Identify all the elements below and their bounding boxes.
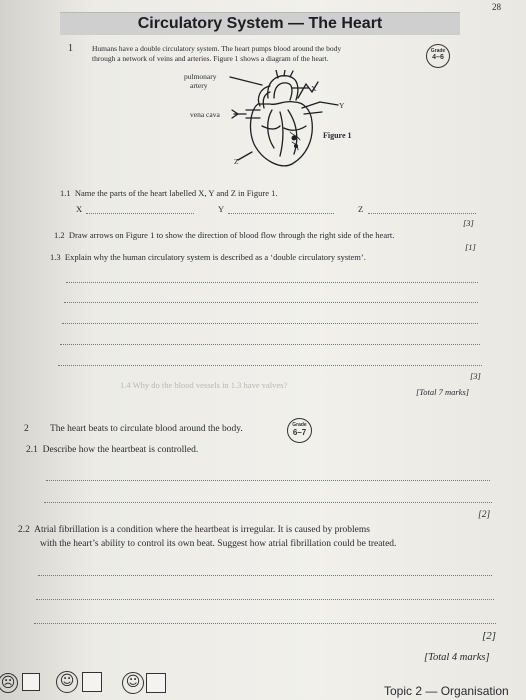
- figure-label-vena-cava: vena cava: [190, 110, 220, 119]
- grade-badge-q1: [426, 44, 450, 68]
- q2-total-marks: [Total 4 marks]: [424, 652, 490, 663]
- q1-1-label-y: Y: [218, 204, 225, 214]
- q1-1-text: [60, 188, 277, 198]
- question-2-intro: The heart beats to circulate blood around the body.: [50, 424, 243, 434]
- grade-badge-value: 6–7: [292, 428, 307, 437]
- figure-label-x: X: [311, 84, 317, 93]
- self-assess-checkbox-1[interactable]: [22, 673, 40, 691]
- question-1-intro-line-2: through a network of veins and arteries. Figure 1 shows a diagram of the heart.: [92, 54, 329, 63]
- question-1-number: 1: [68, 43, 73, 54]
- grade-badge-word: Grade: [292, 422, 307, 428]
- q1-1-label-z: Z: [358, 204, 364, 214]
- q1-2-marks: [1]: [465, 242, 476, 252]
- neutral-face-icon: ☺: [56, 671, 78, 693]
- grade-badge-q2: [287, 418, 312, 443]
- figure-label-z: Z: [234, 157, 239, 166]
- sad-face-icon: ☹: [0, 673, 18, 693]
- q1-1-label-x: X: [76, 204, 83, 214]
- answer-line-y[interactable]: [228, 213, 334, 214]
- question-1-intro-line-1: Humans have a double circulatory system. The heart pumps blood around the body: [92, 44, 342, 53]
- q2-1-marks: [2]: [478, 510, 491, 520]
- self-assess-checkbox-2[interactable]: [82, 672, 102, 692]
- q1-total-marks: [Total 7 marks]: [416, 387, 470, 397]
- grade-badge-value: 4–6: [432, 54, 444, 61]
- answer-line-x[interactable]: [86, 213, 194, 214]
- answer-line-z[interactable]: [368, 213, 476, 214]
- q1-1-number: 1.1: [60, 188, 71, 198]
- grade-badge-word: Grade: [430, 48, 446, 54]
- answer-line-1-3-c[interactable]: [62, 323, 478, 324]
- answer-line-1-3-e[interactable]: [58, 365, 482, 366]
- q1-2-number: 1.2: [54, 230, 65, 240]
- q2-1-number: 2.1: [26, 445, 38, 455]
- q2-2-line-1: [18, 525, 370, 535]
- q1-2-prompt: Draw arrows on Figure 1 to show the direction of blood flow through the right side of the heart.: [68, 230, 395, 240]
- self-assess-checkbox-3[interactable]: [146, 673, 166, 693]
- answer-line-2-2-c[interactable]: [34, 623, 496, 624]
- page-title: Circulatory System — The Heart: [60, 12, 460, 35]
- answer-line-2-2-b[interactable]: [36, 599, 494, 600]
- q2-1-text: [26, 445, 198, 455]
- figure-caption: Figure 1: [323, 131, 352, 140]
- q2-2-line-2: with the heart’s ability to control its own beat. Suggest how atrial fibrillation could be treated.: [40, 539, 397, 549]
- figure-label-pulmonary: pulmonary: [184, 72, 217, 81]
- answer-line-2-2-a[interactable]: [38, 575, 492, 576]
- page-number: 28: [492, 2, 501, 12]
- q2-2-marks: [2]: [482, 630, 497, 642]
- q1-2-text: [54, 230, 394, 240]
- heart-diagram: [180, 70, 350, 180]
- answer-line-1-3-b[interactable]: [64, 302, 478, 303]
- q2-1-prompt: Describe how the heartbeat is controlled.: [42, 445, 199, 455]
- footer-topic: Topic 2 — Organisation: [384, 684, 509, 698]
- question-2-number: 2: [24, 424, 29, 434]
- happy-face-icon: ☺: [122, 672, 144, 694]
- answer-line-1-3-a[interactable]: [66, 282, 478, 283]
- q2-2-prompt-line-1: Atrial fibrillation is a condition where the heartbeat is irregular. It is caused by problems: [34, 525, 370, 535]
- q1-3-number: 1.3: [50, 252, 61, 262]
- figure-label-artery: artery: [190, 81, 208, 90]
- q1-3-text: [50, 252, 366, 262]
- q1-3-marks: [3]: [470, 371, 481, 381]
- figure-label-y: Y: [339, 101, 345, 110]
- answer-line-2-1-a[interactable]: [46, 480, 490, 481]
- answer-line-1-3-d[interactable]: [60, 344, 480, 345]
- answer-line-2-1-b[interactable]: [44, 502, 492, 503]
- q1-3-prompt: Explain why the human circulatory system is described as a ‘double circulatory system’.: [64, 252, 366, 262]
- q1-1-marks: [3]: [463, 218, 474, 228]
- q2-2-number: 2.2: [18, 525, 30, 535]
- q1-1-prompt: Name the parts of the heart labelled X, Y and Z in Figure 1.: [74, 188, 278, 198]
- show-through-text: 1.4 Why do the blood vessels in 1.3 have valves?: [120, 380, 288, 390]
